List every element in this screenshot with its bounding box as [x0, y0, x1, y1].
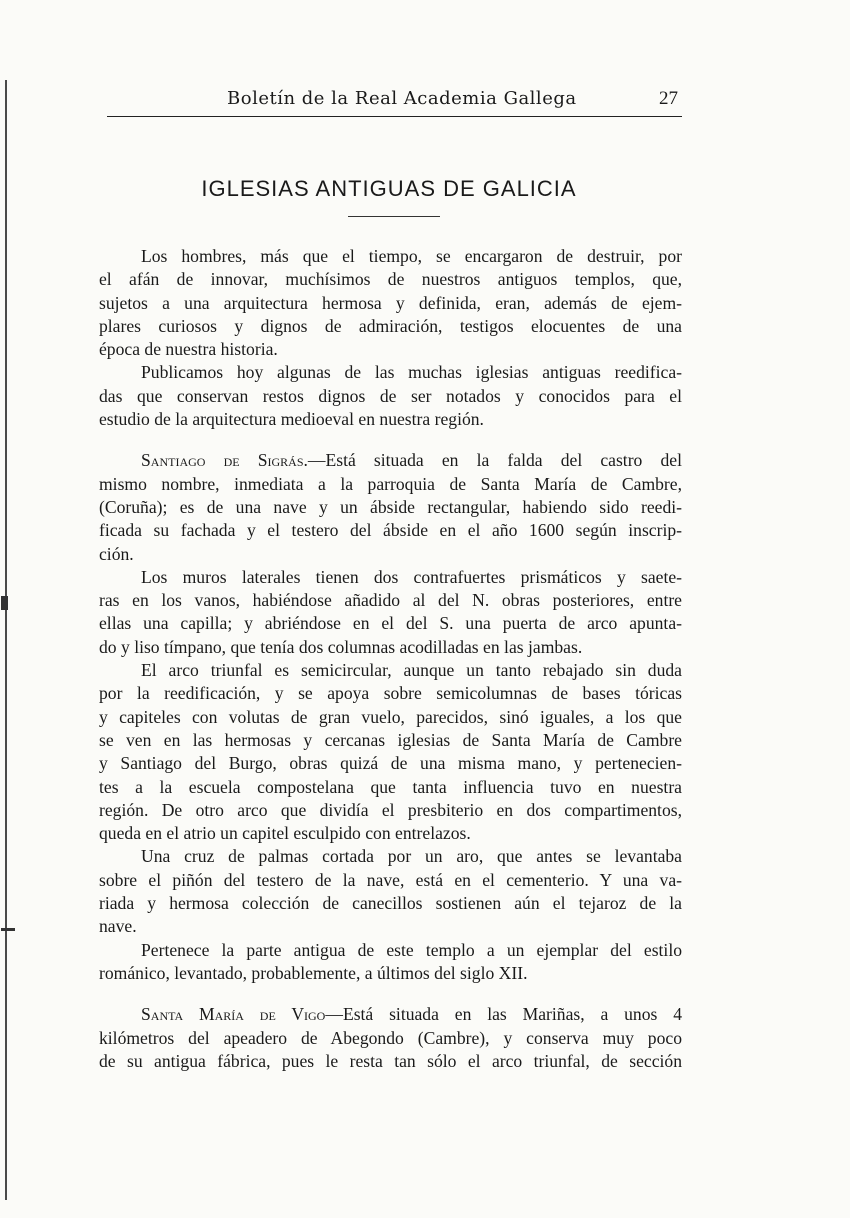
text-line: Publicamos hoy algunas de las muchas iglesias antiguas reedifica-: [141, 362, 682, 383]
text-line: Pertenece la parte antigua de este templo a un ejemplar del estilo: [141, 939, 682, 960]
text-line: Una cruz de palmas cortada por un aro, que antes se levantaba: [141, 846, 682, 867]
text-line: [99, 449, 682, 472]
text-line: época de nuestra historia.: [99, 339, 278, 360]
text-line: riada y hermosa colección de canecillos sostienen aún el tejaroz de la: [99, 893, 682, 914]
page-edge-mark: [1, 928, 15, 931]
article-body: [99, 245, 682, 1073]
section-paragraph: [99, 566, 682, 659]
section-paragraph: [99, 939, 682, 986]
text-line: sobre el piñón del testero de la nave, está en el cementerio. Y una va-: [99, 869, 682, 890]
text-line: El arco triunfal es semicircular, aunque un tanto rebajado sin duda: [141, 660, 682, 681]
text-line: de su antigua fábrica, pues le resta tan sólo el arco triunfal, de sección: [99, 1050, 682, 1071]
text-line: ras en los vanos, habiéndose añadido al del N. obras posteriores, entre: [99, 590, 682, 611]
text-line: kilómetros del apeadero de Abegondo (Cambre), y conserva muy poco: [99, 1027, 682, 1048]
section-paragraph: [99, 659, 682, 845]
text-line: do y liso tímpano, que tenía dos columnas acodilladas en las jambas.: [99, 636, 583, 657]
article-title: IGLESIAS ANTIGUAS DE GALICIA: [201, 176, 577, 201]
page-edge-mark: [1, 596, 8, 610]
section-heading: Santa María de Vigo: [141, 1004, 326, 1025]
text-line: románico, levantado, probablemente, a últimos del siglo XII.: [99, 962, 528, 983]
section-paragraph: [99, 449, 682, 565]
section-gap: [99, 431, 682, 449]
section-gap: [99, 985, 682, 1003]
text-line: y Santiago del Burgo, obras quizá de una misma mano, y pertenecien-: [99, 753, 682, 774]
text-run: —Está situada en las Mariñas, a unos 4: [325, 1004, 682, 1025]
text-line: Los hombres, más que el tiempo, se encargaron de destruir, por: [141, 246, 682, 266]
journal-title: Boletín de la Real Academia Gallega: [227, 88, 577, 109]
text-line: plares curiosos y dignos de admiración, testigos elocuentes de una: [99, 315, 682, 336]
section-paragraph: [99, 845, 682, 938]
text-line: región. De otro arco que dividía el presbiterio en dos compartimentos,: [99, 799, 682, 820]
text-line: ficada su fachada y el testero del ábside en el año 1600 según inscrip-: [99, 520, 682, 541]
text-line: ellas una capilla; y abriéndose en el del S. una puerta de arco apunta-: [99, 613, 682, 634]
text-line: y capiteles con volutas de gran vuelo, parecidos, sinó iguales, a los que: [99, 706, 682, 727]
section-heading: Santiago de Sigrás.: [141, 450, 308, 471]
page-number: 27: [659, 88, 678, 109]
text-line: ción.: [99, 543, 134, 564]
text-line: [99, 1003, 682, 1026]
text-line: sujetos a una arquitectura hermosa y definida, eran, además de ejem-: [99, 292, 682, 313]
text-line: (Coruña); es de una nave y un ábside rectangular, habiendo sido reedi-: [99, 496, 682, 517]
intro-paragraph: [99, 245, 682, 361]
text-run: —Está situada en la falda del castro del: [307, 450, 682, 471]
title-rule: [348, 216, 440, 217]
text-line: Los muros laterales tienen dos contrafuertes prismáticos y saete-: [141, 566, 682, 587]
text-line: el afán de innovar, muchísimos de nuestros antiguos templos, que,: [99, 269, 682, 290]
text-line: queda en el atrio un capitel esculpido con entrelazos.: [99, 823, 471, 844]
text-line: tes a la escuela compostelana que tanta influencia tuvo en nuestra: [99, 776, 682, 797]
text-line: das que conservan restos dignos de ser notados y conocidos para el: [99, 385, 682, 406]
text-line: se ven en las hermosas y cercanas iglesias de Santa María de Cambre: [99, 729, 682, 750]
text-line: por la reedificación, y se apoya sobre semicolumnas de bases tóricas: [99, 683, 682, 704]
intro-paragraph: [99, 361, 682, 431]
text-line: estudio de la arquitectura medioeval en nuestra región.: [99, 409, 484, 430]
page-edge-shadow: [5, 80, 7, 1200]
section-paragraph: [99, 1003, 682, 1073]
text-line: mismo nombre, inmediata a la parroquia de Santa María de Cambre,: [99, 473, 682, 494]
running-header: [107, 86, 682, 117]
text-line: nave.: [99, 916, 137, 937]
